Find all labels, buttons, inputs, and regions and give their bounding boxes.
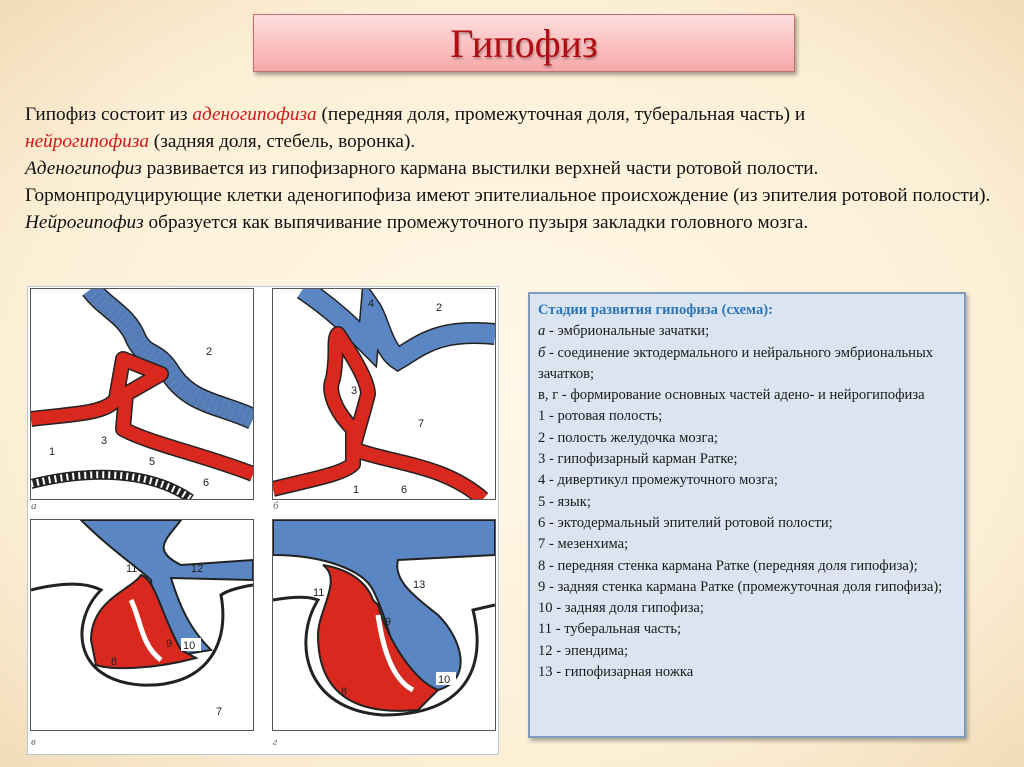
legend-item: 10 - задняя доля гипофиза; [538, 600, 704, 617]
slide-title: Гипофиз [450, 20, 598, 66]
panel-b [272, 288, 496, 500]
legend-stage [538, 385, 956, 406]
panel-v [30, 519, 254, 731]
legend-stage [538, 321, 956, 342]
term: Аденогипофиз [25, 158, 142, 179]
title-box [253, 14, 795, 72]
label: 9 [166, 638, 173, 650]
stage-key: б [538, 344, 546, 361]
label: 7 [418, 418, 425, 430]
label: 10 [438, 674, 451, 686]
label: 13 [413, 579, 426, 591]
stage-text: - эмбриональные зачатки; [545, 323, 710, 340]
legend-item: 7 - мезенхима; [538, 536, 629, 553]
panel-a-drawing [31, 289, 253, 499]
panel-letter-b: б [273, 500, 279, 512]
development-diagram [27, 286, 499, 755]
panel-g [272, 519, 496, 731]
stage-key: а [538, 323, 546, 340]
label: 2 [436, 302, 443, 314]
term-neurohypophysis: нейрогипофиза [25, 131, 149, 152]
intro-paragraph-2 [25, 155, 1015, 182]
legend-item: 3 - гипофизарный карман Ратке; [538, 451, 738, 468]
panel-letter-a: а [31, 500, 37, 512]
label: 11 [313, 587, 325, 599]
panel-g-drawing [273, 520, 495, 730]
label: 10 [183, 640, 196, 652]
legend-item: 11 - туберальная часть; [538, 621, 682, 638]
legend-item: 2 - полость желудочка мозга; [538, 429, 718, 446]
label: 1 [353, 484, 360, 496]
term: Нейрогипофиз [25, 212, 144, 233]
label: 4 [368, 298, 375, 310]
text: Гипофиз состоит из [25, 104, 193, 125]
stage-key: в, г [538, 387, 559, 404]
panel-v-drawing [31, 520, 253, 730]
panel-a [30, 288, 254, 500]
label: 6 [203, 477, 210, 489]
label: 8 [111, 656, 118, 668]
legend-item: 1 - ротовая полость; [538, 408, 663, 425]
panel-letter-v: в [31, 736, 36, 748]
legend-box [528, 292, 966, 738]
label: 12 [191, 563, 204, 575]
legend-item: 5 - язык; [538, 493, 591, 510]
label: 5 [149, 456, 156, 468]
stage-text: - формирование основных частей адено- и нейрогипофиза [558, 387, 925, 404]
label: 3 [351, 385, 358, 397]
intro-paragraph-4 [25, 209, 1015, 236]
intro-paragraph-1 [25, 101, 1015, 155]
label: 6 [401, 484, 408, 496]
label: 3 [101, 435, 108, 447]
intro-paragraph-3: Гормонпродуцирующие клетки аденогипофиза имеют эпителиальное происхождение (из эпителия ротовой полости). [25, 185, 991, 206]
legend-stage [538, 343, 956, 386]
label: 2 [206, 346, 213, 358]
label: 8 [341, 686, 348, 698]
label: 11 [126, 563, 138, 575]
legend-item: 6 - эктодермальный эпителий ротовой полости; [538, 514, 833, 531]
label: 1 [49, 446, 56, 458]
intro-text [25, 101, 1015, 236]
label: 9 [385, 616, 392, 628]
legend-item: 13 - гипофизарная ножка [538, 664, 694, 681]
text: образуется как выпячивание промежуточного пузыря закладки головного мозга. [143, 212, 809, 233]
label: 7 [216, 706, 223, 718]
panel-b-drawing [273, 289, 495, 499]
panel-letter-g: г [273, 736, 278, 748]
legend-heading: Стадии развития гипофиза (схема): [538, 302, 773, 318]
term-adenohypophysis: аденогипофиза [192, 104, 317, 125]
text: (задняя доля, стебель, воронка). [148, 131, 416, 152]
legend-item: 4 - дивертикул промежуточного мозга; [538, 472, 778, 489]
text: (передняя доля, промежуточная доля, туберальная часть) и [316, 104, 806, 125]
text: развивается из гипофизарного кармана выстилки верхней части ротовой полости. [141, 158, 819, 179]
legend-item: 9 - задняя стенка кармана Ратке (промежуточная доля гипофиза); [538, 578, 943, 595]
legend-item: 12 - эпендима; [538, 642, 629, 659]
stage-text: - соединение эктодермального и нейрального эмбриональных зачатков; [538, 344, 934, 382]
legend-item: 8 - передняя стенка кармана Ратке (передняя доля гипофиза); [538, 557, 918, 574]
